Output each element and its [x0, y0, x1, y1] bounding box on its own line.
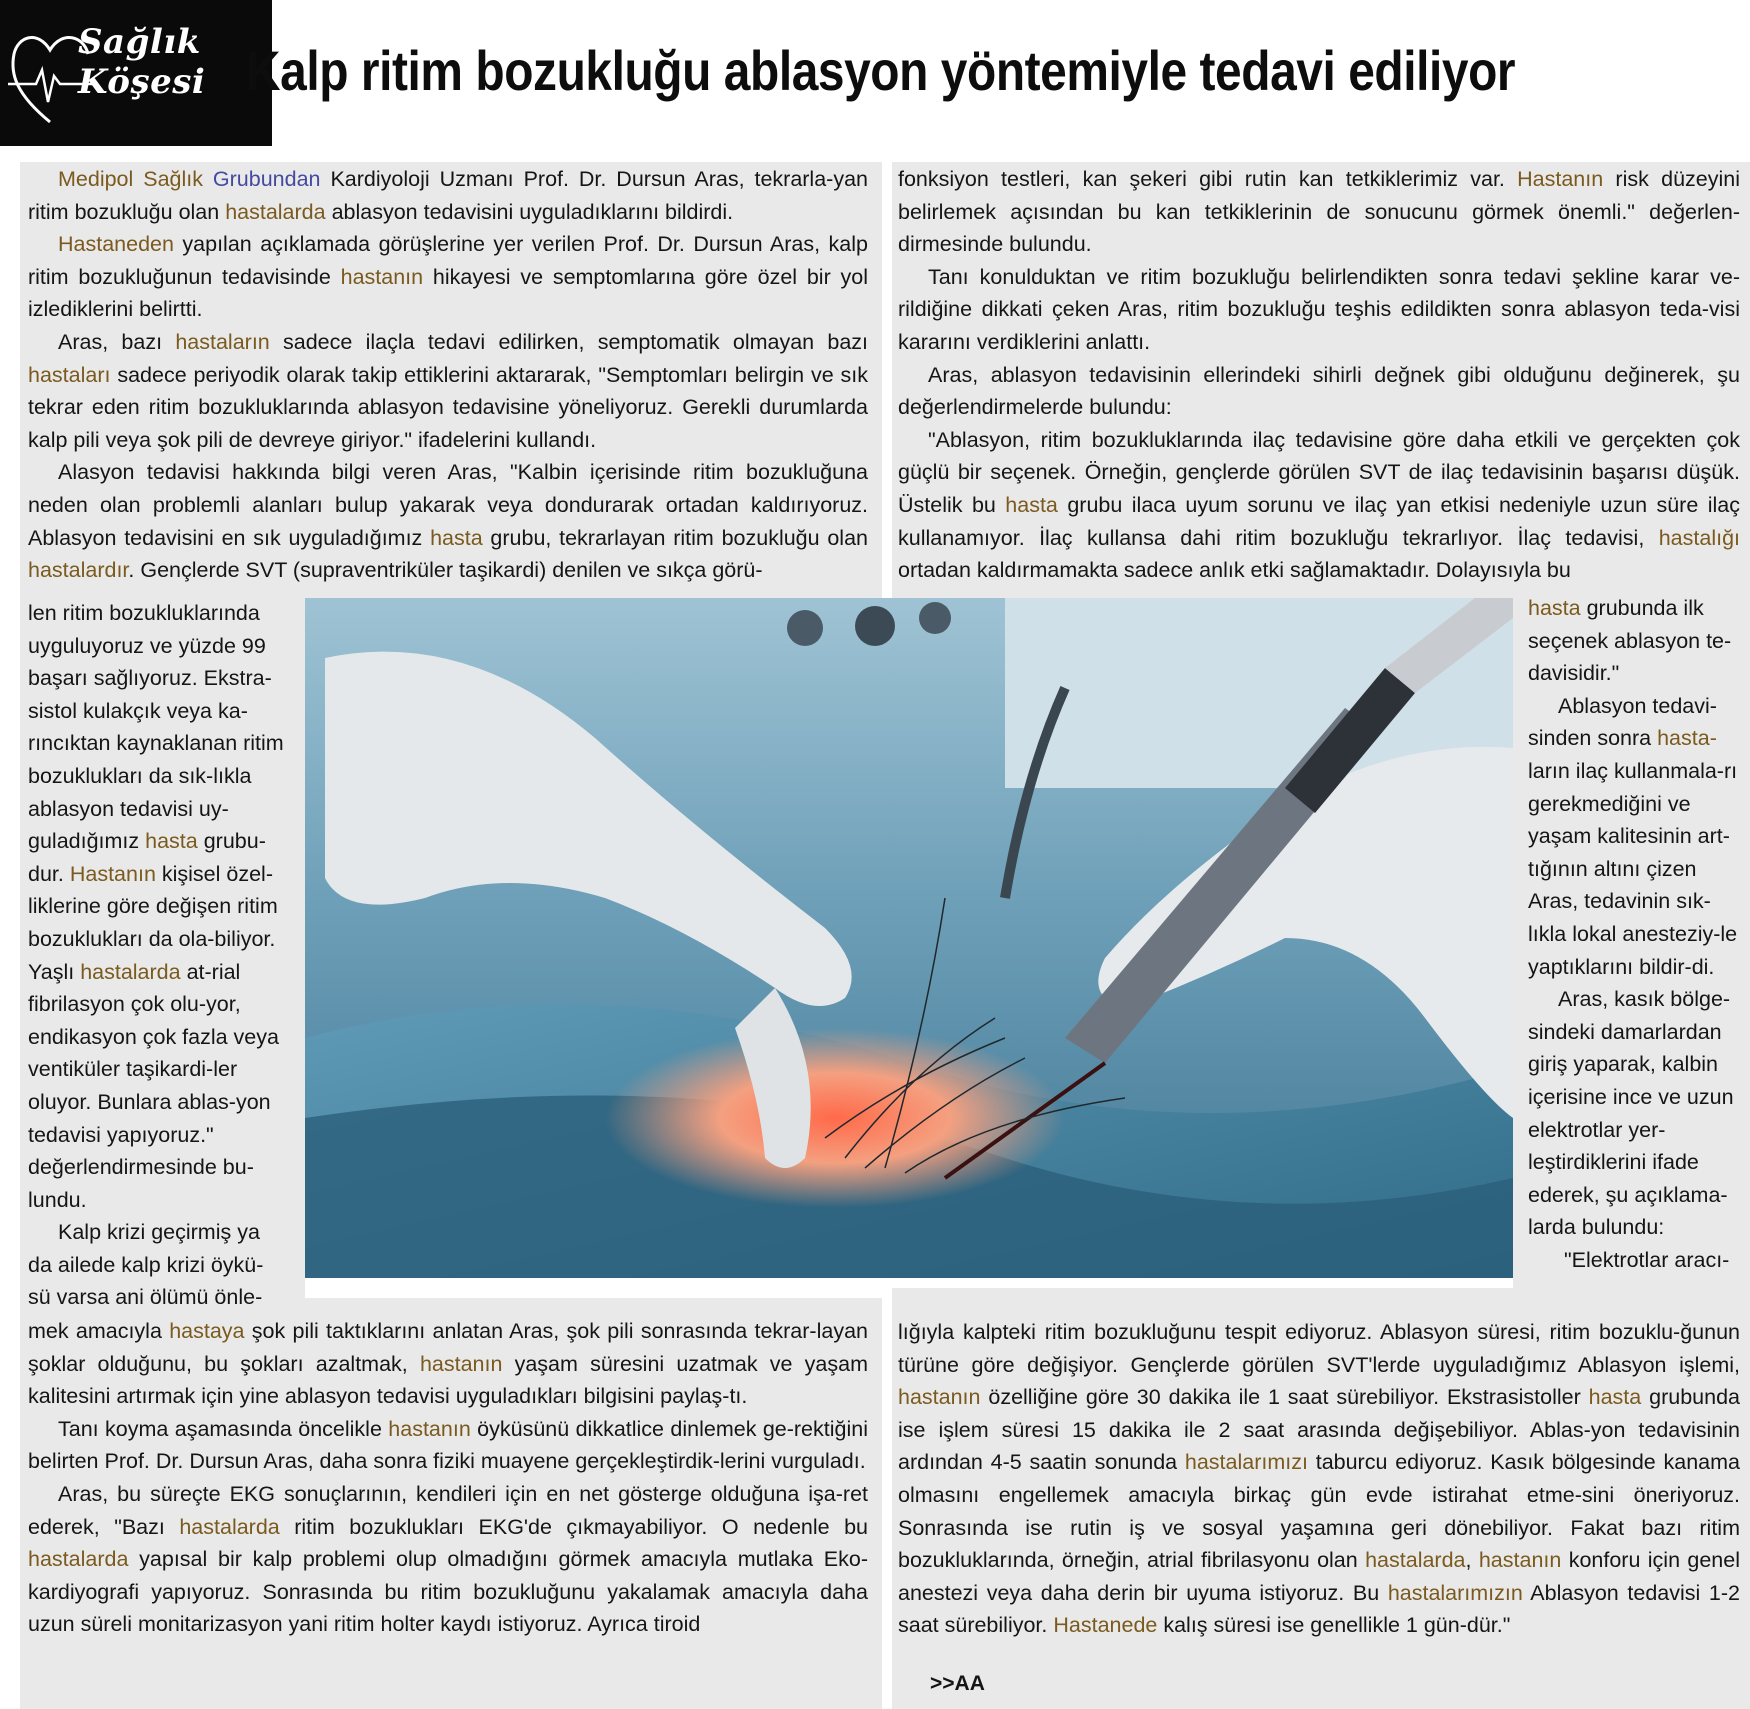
body-text: Ablasyon tedavisi 1-2 saat sürebiliyor. — [898, 1580, 1740, 1638]
highlight-text: hastalarda — [28, 1547, 129, 1572]
paragraph — [1528, 983, 1746, 1244]
body-text: Tanı konulduktan ve ritim bozukluğu belirlendikten sonra tedavi şekline karar ve-rildiğine dikkati çeken Aras, ritim bozukluğu teşhis edildikten sonra ablasyon teda-visi kararını verdiklerini anlattı. — [898, 264, 1740, 354]
body-text: kişisel özel-liklerine göre değişen ritim bozuklukları da ola-biliyor. Yaşlı — [28, 861, 278, 984]
logo — [0, 0, 272, 146]
body-text: at-rial fibrilasyon çok olu-yor, endikasyon çok fazla veya ventiküler taşikardi-ler oluyor. Bunlara ablas-yon tedavisi yapıyoruz." değerlendirmesinde bu-lundu. — [28, 959, 279, 1212]
paragraph — [28, 1216, 284, 1314]
highlight-text: hastalardır — [28, 558, 129, 583]
body-text: "Ablasyon, ritim bozukluklarında ilaç tedavisine göre daha etkili ve gerçekten çok güçlü bir seçenek. Örneğin, gençlerde görülen SVT de ilaç tedavisinin başarısı düşük. Üstelik bu — [898, 427, 1740, 517]
logo-text: Sağlık Köşesi — [78, 22, 206, 102]
highlight-text: hastalarda — [1365, 1548, 1466, 1573]
left-column-text-top — [28, 163, 868, 587]
paragraph — [28, 597, 284, 1216]
highlight-text: hastanın — [388, 1416, 471, 1441]
right-column-text-bottom — [898, 1316, 1740, 1642]
body-text: grubu ilaca uyum sorunu ve ilaç yan etkisi nedeniyle uzun süre ilaç kullanamıyor. İlaç kullansa dahi ritim bozukluğu tekrarlıyor. İlaç tedavisi, — [898, 492, 1740, 550]
body-text: "Elektrotlar aracı- — [1564, 1247, 1730, 1272]
body-text: fonksiyon testleri, kan şekeri gibi rutin kan tetkiklerimiz var. — [898, 167, 1518, 191]
body-text: mek amacıyla — [28, 1319, 170, 1343]
highlight-text: hasta — [1005, 492, 1058, 517]
highlight-text: hasta — [1528, 596, 1581, 620]
body-text: Aras, bu süreçte EKG sonuçlarının, kendileri için en net gösterge olduğuna işa-ret ederek, "Bazı — [28, 1481, 868, 1539]
body-text: grubunda ilk seçenek ablasyon te-davisidir." — [1528, 596, 1732, 686]
highlight-text: Medipol Sağlık — [58, 167, 213, 191]
highlight-text: hasta — [430, 525, 483, 550]
highlight-text: hastanın — [898, 1385, 981, 1410]
highlight-text: hasta — [1588, 1385, 1642, 1410]
body-text: grubu, tekrarlayan ritim bozukluğu olan — [482, 525, 868, 550]
highlight-text: hastalarımızın — [1387, 1580, 1523, 1605]
body-text: Aras, bazı — [58, 329, 176, 354]
highlight-text: hastanın — [340, 264, 424, 289]
body-text: yaşam süresini uzatmak ve yaşam kalitesini artırmak için yine ablasyon tedavisi uyguladıkları bilgisini paylaş-tı. — [28, 1351, 868, 1409]
surgery-photo — [305, 598, 1513, 1278]
paragraph — [28, 456, 868, 586]
body-text: sadece periyodik olarak takip ettiklerini aktararak, "Semptomları belirgin ve sık tekrar eden ritim bozukluklarında ablasyon tedavisine yöneliyoruz. Gerekli durumlarda kalp pili veya şok pili de devreye giriyor." ifadelerini kullandı. — [28, 362, 868, 452]
paragraph — [898, 261, 1740, 359]
body-text: kalış süresi ise genellikle 1 gün-dür." — [1157, 1613, 1511, 1638]
paragraph — [1528, 1244, 1746, 1277]
body-text: ların ilaç kullanmala-rı gerekmediğini ve yaşam kalitesinin art-tığının altını çizen Aras, tedavinin sık-lıkla lokal anesteziy-le yaptıklarını bildir-di. — [1528, 758, 1738, 979]
highlight-text: Hastanın — [1517, 167, 1604, 191]
body-text: ritim bozuklukları EKG'de çıkmayabiliyor. O nedenle bu — [279, 1514, 869, 1539]
highlight-text: hastalarda — [179, 1514, 280, 1539]
right-column-text-top — [898, 163, 1740, 587]
highlight-text: Grubundan — [212, 167, 321, 191]
body-text: grubu-dur. — [28, 829, 266, 886]
paragraph — [898, 163, 1740, 261]
body-text: . Gençlerde SVT (supraventriküler taşikardi) denilen ve sıkça görü- — [128, 558, 763, 583]
body-text: Kardiyoloji Uzmanı Prof. Dr. Dursun Aras, tekrarla-yan ritim bozukluğu olan — [28, 167, 868, 224]
body-text: ablasyon tedavisini uyguladıklarını bildirdi. — [325, 199, 734, 224]
paragraph — [28, 326, 868, 456]
body-text: len ritim bozukluklarında uyguluyoruz ve yüzde 99 başarı sağlıyoruz. Ekstra-sistol kulakçık veya ka-rıncıktan kaynaklanan ritim bozuklukları da sık-lıkla ablasyon tedavisi uy-guladığımız — [28, 601, 284, 854]
body-text: risk düzeyini belirlemek açısından bu kan tetkiklerinin de sonucunu görmek önemli." değerlen-dirmesinde bulundu. — [898, 167, 1740, 257]
body-text: özelliğine göre 30 dakika ile 1 saat sürebiliyor. Ekstrasistoller — [980, 1385, 1589, 1410]
paragraph — [28, 228, 868, 326]
paragraph — [28, 1413, 868, 1478]
body-text: öyküsünü dikkatlice dinlemek ge-rektiğini belirten Prof. Dr. Dursun Aras, daha sonra fiziki muayene gerçekleştirdik-lerini vurguladı. — [28, 1416, 868, 1474]
highlight-text: hastalarımızı — [1184, 1450, 1308, 1475]
paragraph — [1528, 592, 1746, 690]
body-text: Aras, kasık bölge-sindeki damarlardan giriş yaparak, kalbin içerisine ince ve uzun elektrotlar yer-leştirdiklerini ifade ederek, şu açıklama-larda bulundu: — [1528, 987, 1734, 1240]
body-text: yapılan açıklamada görüşlerine yer verilen Prof. Dr. Dursun Aras, kalp ritim bozukluğunun tedavisinde — [28, 232, 868, 289]
left-column-text-narrow — [28, 597, 284, 1314]
body-text: yapısal bir kalp problemi olup olmadığını görmek amacıyla mutlaka Eko-kardiyografi yapıyoruz. Sonrasında bu ritim bozukluğunu yakalamak amacıyla daha uzun süreli monitarizasyon yani ritim holter kaydı istiyoruz. Ayrıca tiroid — [28, 1547, 868, 1637]
paragraph — [898, 359, 1740, 424]
paragraph — [1528, 690, 1746, 983]
highlight-text: hasta- — [1657, 726, 1717, 751]
highlight-text: hastalığı — [1658, 525, 1740, 550]
source-credit: >>AA — [930, 1672, 985, 1695]
body-text: Aras, ablasyon tedavisinin ellerindeki sihirli değnek gibi olduğunu değinerek, şu değerlendirmelerde bulundu: — [898, 362, 1740, 420]
highlight-text: hasta — [145, 829, 198, 854]
body-text: şok pili taktıklarını anlatan Aras, şok pili sonrasında tekrar-layan şoklar olduğunu, bu şokları azaltmak, — [28, 1319, 868, 1376]
body-text: taburcu ediyoruz. Kasık bölgesinde kanama olmasını engellemek amacıyla birkaç gün evde istirahat etme-sini öneriyoruz. Sonrasında ise rutin iş ve sosyal yaşamına geri dönebiliyor. Fakat bazı ritim bozukluklarında, örneğin, atrial fibrilasyonu olan — [898, 1450, 1740, 1573]
body-text: konforu için genel anestezi veya daha derin bir uyuma istiyoruz. Bu — [898, 1548, 1740, 1605]
body-text: Tanı koyma aşamasında öncelikle — [58, 1416, 389, 1441]
headline: Kalp ritim bozukluğu ablasyon yöntemiyle tedavi ediliyor — [246, 39, 1516, 102]
paragraph — [28, 1315, 868, 1413]
highlight-text: hastalarda — [225, 199, 326, 224]
body-text: , — [1465, 1548, 1479, 1573]
paragraph — [28, 1478, 868, 1641]
body-text: lığıyla kalpteki ritim bozukluğunu tespit ediyoruz. Ablasyon süresi, ritim bozuklu-ğunun türüne göre değişiyor. Gençlerde görülen SVT'lerde uyguladığımız Ablasyon işlemi, — [898, 1320, 1740, 1377]
highlight-text: hastaların — [175, 329, 270, 354]
body-text: grubunda ise işlem süresi 15 dakika ile 2 saat arasında değişebiliyor. Ablas-yon tedavisinin ardından 4-5 saatin sonunda — [898, 1385, 1740, 1475]
highlight-text: Hastaneden — [58, 232, 174, 257]
highlight-text: Hastanede — [1053, 1613, 1158, 1638]
highlight-text: hastaya — [169, 1319, 245, 1343]
highlight-text: hastanın — [1478, 1548, 1562, 1573]
body-text: Alasyon tedavisi hakkında bilgi veren Aras, "Kalbin içerisinde ritim bozukluğuna neden olan problemli alanları bulup yakarak veya dondurarak ortadan kaldırıyoruz. Ablasyon tedavisini en sık uyguladığımız — [28, 460, 868, 550]
highlight-text: hastaları — [28, 362, 111, 387]
body-text: sadece ilaçla tedavi edilirken, semptomatik olmayan bazı — [269, 329, 869, 354]
body-text: Kalp krizi geçirmiş ya da ailede kalp krizi öykü-sü varsa ani ölümü önle- — [28, 1220, 264, 1310]
paragraph — [898, 424, 1740, 587]
surgery-photo-icon — [305, 598, 1513, 1278]
body-text: hikayesi ve semptomlarına göre özel bir yol izlediklerini belirtti. — [28, 264, 868, 322]
paragraph — [28, 163, 868, 228]
highlight-text: hastalarda — [80, 959, 181, 984]
body-text: ortadan kaldırmamakta sadece anlık etki sağlamaktadır. Dolayısıyla bu — [898, 558, 1571, 583]
body-text: Ablasyon tedavi-sinden sonra — [1528, 693, 1717, 751]
left-column-text-bottom — [28, 1315, 868, 1641]
highlight-text: Hastanın — [69, 861, 156, 886]
highlight-text: hastanın — [419, 1351, 503, 1376]
paragraph — [898, 1316, 1740, 1642]
right-column-text-narrow — [1528, 592, 1746, 1276]
